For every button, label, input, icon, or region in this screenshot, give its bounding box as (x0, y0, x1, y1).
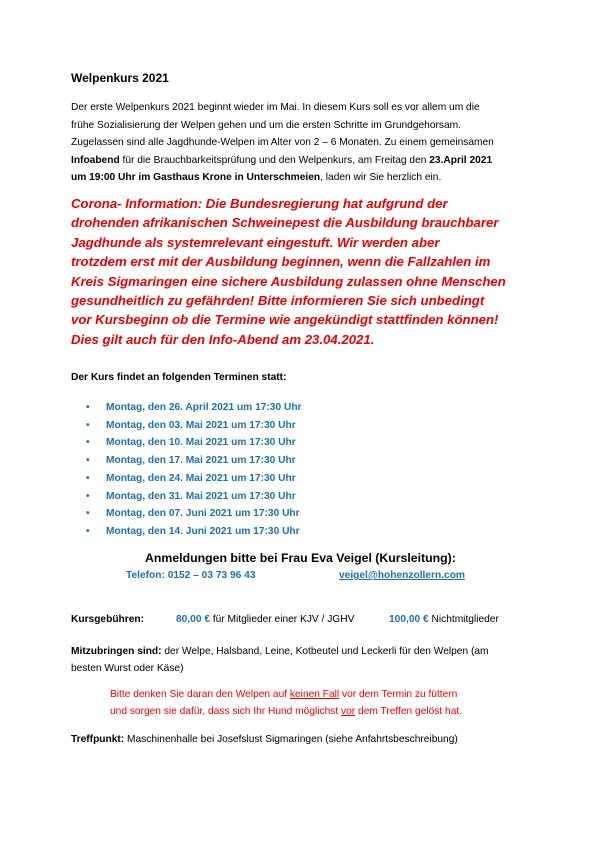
notice-emphasis: vor (341, 705, 356, 717)
date-text: Montag, den 24. Mai 2021 um 17:30 Uhr (106, 472, 296, 484)
date-text: Montag, den 26. April 2021 um 17:30 Uhr (106, 402, 302, 413)
bullet-icon: • (86, 525, 90, 537)
bullet-icon: • (86, 419, 90, 431)
corona-line: gesundheitlich zu gefährden! Bitte informieren Sie sich unbedingt (71, 293, 485, 309)
feeding-notice (110, 687, 462, 720)
date-text: Montag, den 17. Mai 2021 um 17:30 Uhr (106, 455, 296, 467)
meeting-point-label: Treffpunkt: (71, 734, 125, 745)
bring-label: Mitzubringen sind: (71, 646, 162, 657)
page-title: Welpenkurs 2021 (71, 71, 169, 85)
bullet-icon: • (86, 490, 90, 502)
corona-line: Kreis Sigmaringen eine sichere Ausbildung zulassen ohne Menschen (71, 273, 506, 289)
list-item (86, 505, 302, 523)
corona-line: drohenden afrikanischen Schweinepest die Ausbildung brauchbarer (71, 215, 499, 231)
intro-line: frühe Sozialisierung der Welpen gehen und um die ersten Schritte im Grundgehorsam. (71, 119, 461, 131)
corona-line: Dies gilt auch für den Info-Abend am 23.04.2021. (71, 331, 375, 347)
registration-heading: Anmeldungen bitte bei Frau Eva Veigel (Kursleitung): (145, 551, 456, 565)
infoabend-location: um 19:00 Uhr im Gasthaus Krone in Unterschmeien (71, 172, 321, 183)
notice-line (110, 687, 462, 704)
intro-line: Zugelassen sind alle Jagdhunde-Welpen im Alter von 2 – 6 Monaten. Zu einem gemeinsamen (71, 137, 494, 148)
bullet-icon: • (86, 402, 90, 413)
nonmember-fee-text: Nichtmitglieder (428, 614, 499, 625)
intro-line (71, 152, 494, 170)
list-item (86, 434, 302, 452)
list-item (86, 452, 302, 470)
notice-line (110, 704, 462, 721)
intro-line (71, 169, 494, 187)
infoabend-date: 23.April 2021 (429, 154, 493, 166)
bullet-icon: • (86, 508, 90, 520)
notice-text: und sorgen sie dafür, dass sich Ihr Hund möglichst (110, 705, 342, 717)
intro-line: Der erste Welpenkurs 2021 beginnt wieder im Mai. In diesem Kurs soll es vor allem um die (71, 102, 480, 113)
notice-emphasis: keinen Fall (289, 689, 340, 700)
intro-paragraph (71, 99, 494, 187)
intro-text: für die Brauchbarkeitsprüfung und den Welpenkurs, am Freitag den (119, 154, 430, 166)
notice-text: Bitte denken Sie daran den Welpen auf (110, 689, 290, 700)
meeting-point-text: Maschinenhalle bei Josefslust Sigmaringen (siehe Anfahrtsbeschreibung) (124, 734, 458, 745)
bullet-icon: • (86, 455, 90, 467)
date-text: Montag, den 03. Mai 2021 um 17:30 Uhr (106, 419, 296, 431)
date-text: Montag, den 14. Juni 2021 um 17:30 Uhr (106, 525, 300, 537)
bullet-icon: • (86, 472, 90, 484)
member-fee-amount: 80,00 € (176, 614, 210, 625)
bring-along-section (71, 644, 489, 677)
list-item (86, 523, 302, 541)
dates-list (86, 399, 302, 541)
corona-line: Corona- Information: Die Bundesregierung hat aufgrund der (71, 196, 448, 211)
list-item (86, 399, 302, 417)
bullet-icon: • (86, 437, 90, 449)
meeting-point (71, 734, 458, 745)
member-fee (176, 614, 354, 625)
list-item (86, 417, 302, 435)
list-item (86, 470, 302, 488)
date-text: Montag, den 07. Juni 2021 um 17:30 Uhr (106, 508, 300, 520)
notice-text: dem Treffen gelöst hat. (355, 705, 463, 717)
corona-line: trotzdem erst mit der Ausbildung beginnen, wenn die Fallzahlen im (71, 254, 491, 270)
bring-text: der Welpe, Halsband, Leine, Kotbeutel und Leckerli für den Welpen (am (161, 646, 489, 657)
notice-text: vor dem Termin zu füttern (339, 689, 458, 700)
email-link[interactable]: veigel@hohenzollern.com (339, 570, 465, 581)
date-text: Montag, den 31. Mai 2021 um 17:30 Uhr (106, 490, 296, 502)
list-item (86, 488, 302, 506)
corona-line: Jagdhunde als systemrelevant eingestuft. Wir werden aber (71, 234, 440, 250)
corona-information (71, 194, 506, 349)
phone-number: Telefon: 0152 – 03 73 96 43 (126, 570, 256, 581)
nonmember-fee (389, 614, 499, 625)
member-fee-text: für Mitglieder einer KJV / JGHV (210, 614, 355, 625)
bring-line: besten Wurst oder Käse) (71, 662, 184, 674)
bring-line (71, 644, 489, 661)
date-text: Montag, den 10. Mai 2021 um 17:30 Uhr (106, 437, 296, 449)
infoabend-label: Infoabend (71, 154, 120, 166)
fees-label: Kursgebühren: (71, 614, 145, 625)
nonmember-fee-amount: 100,00 € (389, 614, 429, 625)
intro-text: , laden wir Sie herzlich ein. (320, 172, 442, 183)
dates-heading: Der Kurs findet an folgenden Terminen statt: (71, 372, 287, 383)
corona-line: vor Kursbeginn ob die Termine wie angekündigt stattfinden können! (71, 312, 499, 328)
